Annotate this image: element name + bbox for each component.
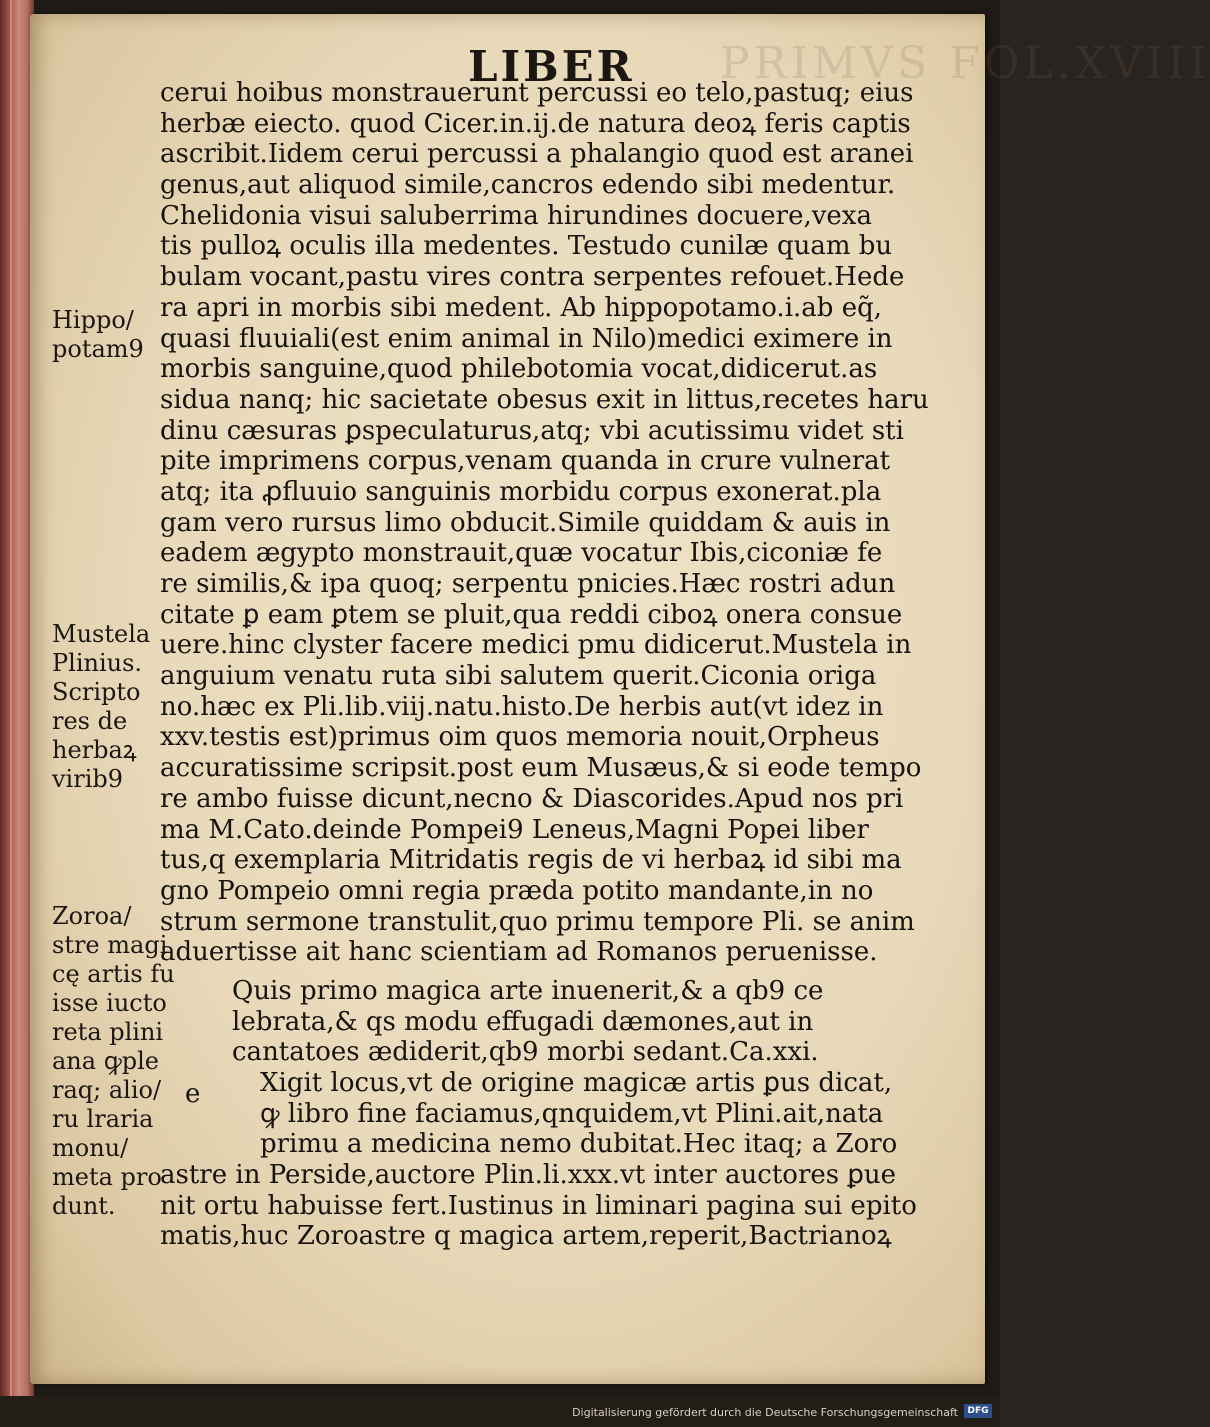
text-line: citate ꝑ eam ꝑtem se pluit,qua reddi ciboꝝ onera consue (160, 599, 903, 630)
marginal-note-line: Hippo/ (52, 306, 134, 334)
text-line: no.hæc ex Pli.lib.viij.natu.histo.De herbis aut(vt idez in (160, 691, 884, 722)
text-line: xxv.testis est)primus oim quos memoria nouit,Orpheus (160, 722, 880, 753)
marginal-note-line: stre magi (52, 931, 168, 959)
chapter-heading-line: cantatoes ædiderit,qb9 morbi sedant.Ca.xxi. (232, 1037, 819, 1068)
chapter-text-line: nit ortu habuisse fert.Iustinus in liminari pagina sui epito (160, 1190, 917, 1221)
marginal-note-line: meta pro (52, 1163, 162, 1191)
text-line: re similis,& ipa quoq; serpentu pnicies.Hæc rostri adun (160, 569, 896, 599)
marginal-note-line: isse iucto (52, 989, 167, 1017)
marginal-note-line: ana ꝙple (52, 1047, 159, 1075)
text-line: cerui hoibus monstrauerunt percussi eo telo,pastuq; eius (160, 78, 914, 108)
text-line: Chelidonia visui saluberrima hirundines docuere,vexa (160, 200, 872, 231)
text-line: genus,aut aliquod simile,cancros edendo sibi medentur. (160, 170, 896, 201)
book-edge (0, 0, 34, 1427)
marginal-note-line: Scripto (52, 678, 141, 706)
marginal-note-line: res de (52, 707, 128, 735)
text-line: accuratissime scripsit.post eum Musæus,& si eode tempo (160, 753, 922, 784)
running-head: LIBER (468, 42, 635, 91)
marginal-note-line: Mustela (52, 620, 151, 648)
text-line: tus,q exemplaria Mitridatis regis de vi herbaꝝ id sibi ma (160, 845, 902, 876)
marginal-note-line: Zoroa/ (52, 902, 132, 930)
dfg-logo: DFG (964, 1404, 992, 1418)
text-line: aduertisse ait hanc scientiam ad Romanos peruenisse. (160, 937, 878, 968)
footer-credit: Digitalisierung gefördert durch die Deutsche Forschungsgemeinschaft (572, 1406, 958, 1419)
initial-guide-letter: e (185, 1079, 201, 1109)
text-line: strum sermone transtulit,quo primu tempore Pli. se anim (160, 906, 915, 937)
marginal-note-mustela (52, 620, 150, 794)
text-line: gam vero rursus limo obducit.Simile quiddam & auis in (160, 507, 891, 538)
marginal-note-line: dunt. (52, 1192, 116, 1220)
text-line: pite imprimens corpus,venam quanda in crure vulnerat (160, 446, 891, 477)
marginal-note-line: potam9 (52, 335, 144, 363)
main-text (160, 78, 929, 1252)
marginal-note-line: ru lraria (52, 1105, 154, 1133)
text-line: gno Pompeio omni regia præda potito mandante,in no (160, 875, 874, 906)
text-line: anguium venatu ruta sibi salutem querit.Ciconia origa (160, 661, 877, 692)
text-line: ra apri in morbis sibi medent. Ab hippopotamo.i.ab eq̃, (160, 292, 882, 323)
marginal-note-hippopotamus (52, 306, 144, 364)
marginal-note-line: Plinius. (52, 649, 143, 677)
chapter-heading-line: lebrata,& qs modu effugadi dæmones,aut in (232, 1006, 814, 1037)
marginal-note-line: raq; alio/ (52, 1076, 162, 1104)
text-line: uere.hinc clyster facere medici pmu didicerut.Mustela in (160, 630, 912, 661)
chapter-text-line: matis,huc Zoroastre q magica artem,reperit,Bactrianoꝝ (160, 1221, 892, 1252)
chapter-text-line: primu a medicina nemo dubitat.Hec itaq; a Zoro (260, 1129, 898, 1160)
marginal-note-line: monu/ (52, 1134, 129, 1162)
marginal-note-line: herbaꝝ (52, 736, 137, 764)
marginal-note-line: reta plini (52, 1018, 164, 1046)
text-line: sidua nanq; hic sacietate obesus exit in littus,recetes haru (160, 384, 929, 415)
chapter-text-line: astre in Perside,auctore Plin.li.xxx.vt inter auctores ꝑue (160, 1160, 897, 1191)
chapter-text-line: Xigit locus,vt de origine magicæ artis ꝑus dicat, (260, 1068, 893, 1098)
text-line: ascribit.Iidem cerui percussi a phalangio quod est aranei (160, 139, 914, 170)
text-line: re ambo fuisse dicunt,necno & Diascorides.Apud nos pri (160, 783, 904, 814)
text-line: tis pulloꝝ oculis illa medentes. Testudo cunilæ quam bu (160, 231, 893, 262)
marginal-note-zoroaster (52, 902, 175, 1221)
text-line: dinu cæsuras ꝑspeculaturus,atq; vbi acutissimu videt sti (160, 415, 904, 446)
text-line: bulam vocant,pastu vires contra serpentes refouet.Hede (160, 262, 905, 293)
text-line: morbis sanguine,quod philebotomia vocat,didicerut.as (160, 354, 878, 385)
footer-bar (0, 1396, 1000, 1427)
text-line: quasi fluuiali(est enim animal in Nilo)medici eximere in (160, 323, 893, 354)
text-line: atq; ita ꝓfluuio sanguinis morbidu corpus exonerat.pla (160, 476, 882, 507)
marginal-note-line: cę artis fu (52, 960, 175, 988)
chapter-text-line: ꝙ libro fine faciamus,qnquidem,vt Plini.ait,nata (260, 1098, 884, 1129)
bleed-through-text: PRIMVS FOL.XVIII (720, 38, 1210, 89)
chapter-heading-line: Quis primo magica arte inuenerit,& a qb9 ce (232, 975, 824, 1006)
marginal-note-line: virib9 (52, 765, 124, 793)
text-line: eadem ægypto monstrauit,quæ vocatur Ibis,ciconiæ fe (160, 538, 883, 569)
text-line: herbæ eiecto. quod Cicer.in.ij.de natura deoꝝ feris captis (160, 108, 911, 139)
text-line: ma M.Cato.deinde Pompei9 Leneus,Magni Popei liber (160, 814, 869, 845)
